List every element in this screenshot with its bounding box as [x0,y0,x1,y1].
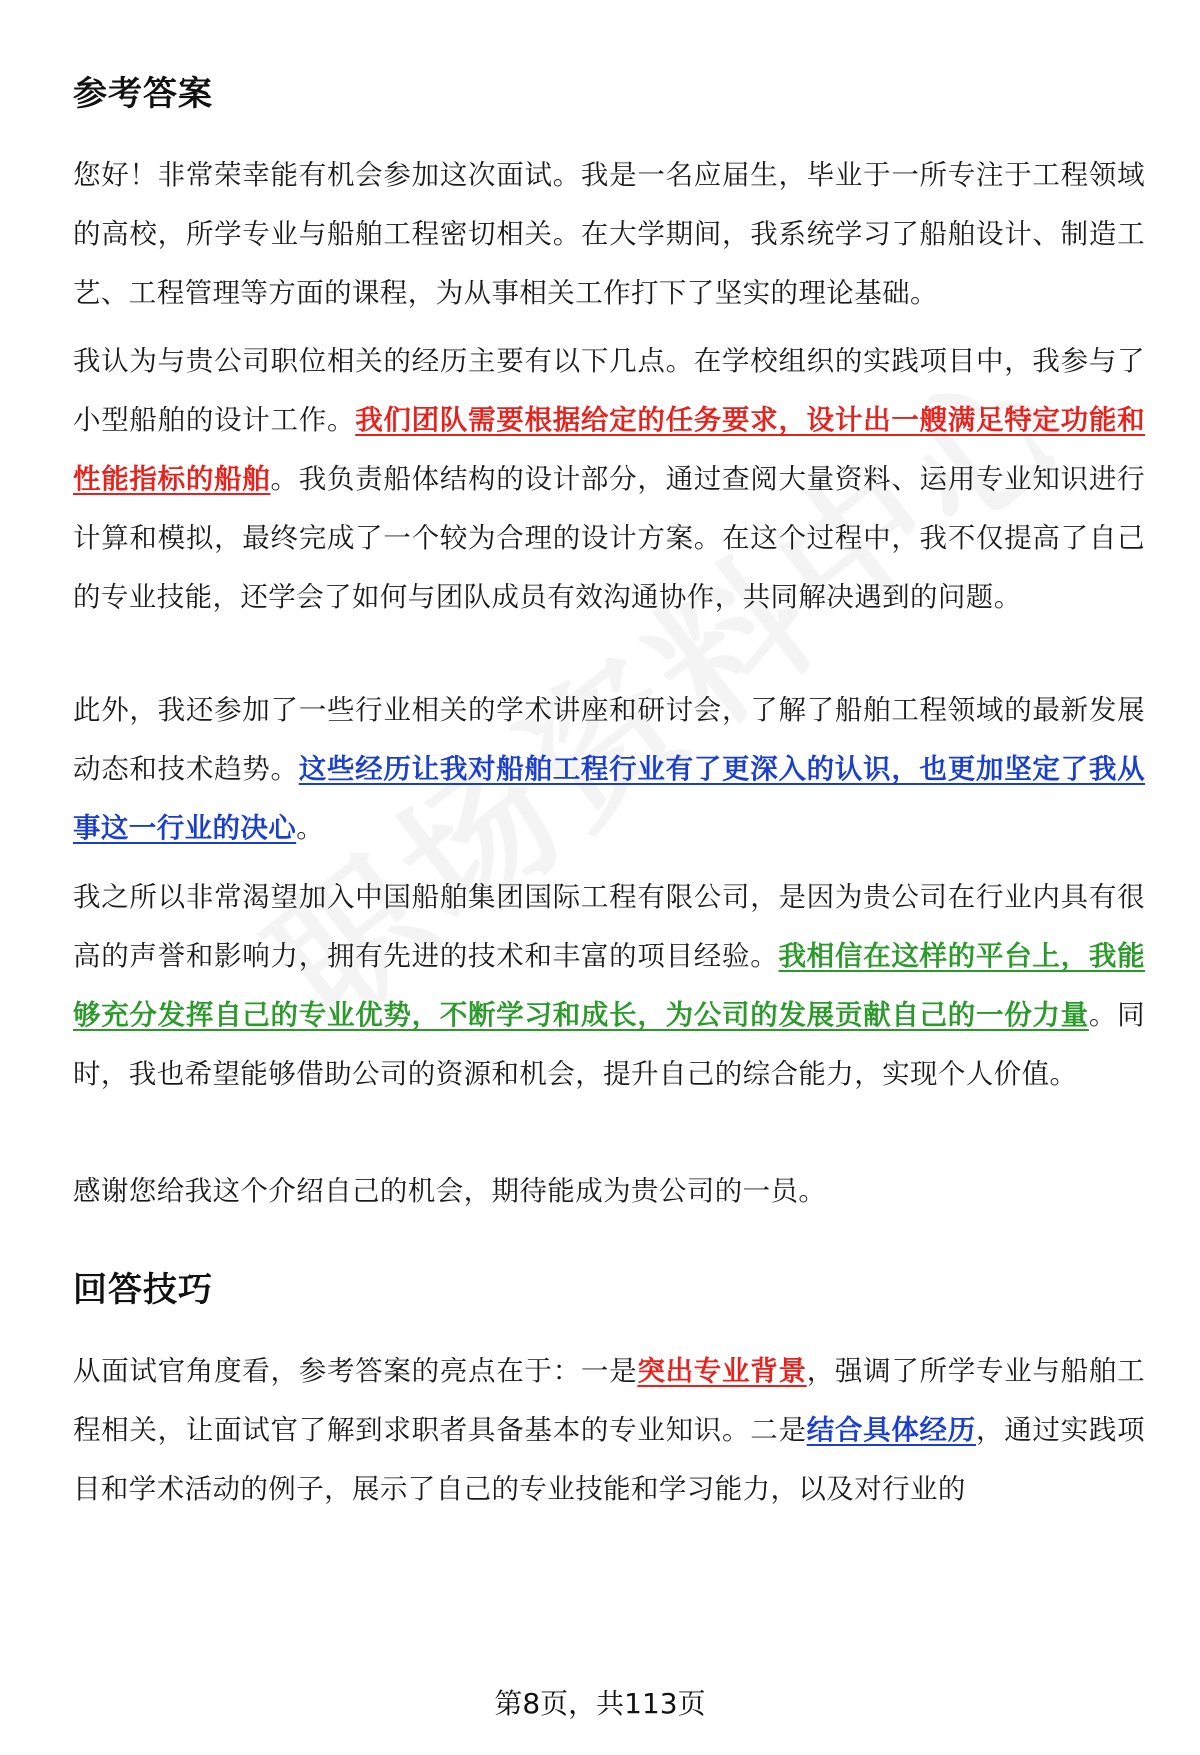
paragraph-motivation [73,868,1145,1104]
text: 。同时，我也希望能够借助公司的资源和机会，提升自己的综合能力，实现个人价值。 [73,999,1145,1090]
text: ，通过实践项目和学术活动的例子，展示了自己的专业技能和学习能力，以及对行业的 [73,1414,1145,1505]
text: 我之所以非常渴望加入中国船舶集团国际工程有限公司，是因为贵公司在行业内具有很高的声誉和影响力，拥有先进的技术和丰富的项目经验。 [73,881,1145,972]
text: 。 [296,812,325,844]
highlight-platform: 我相信在这样的平台上，我能够充分发挥自己的专业优势，不断学习和成长，为公司的发展贡献自己的一份力量 [73,940,1145,1031]
section-title-answer-tips: 回答技巧 [73,1270,213,1310]
highlight-determination: 这些经历让我对船舶工程行业有了更深入的认识，也更加坚定了我从事这一行业的决心 [73,753,1145,844]
text: 此外，我还参加了一些行业相关的学术讲座和研讨会，了解了船舶工程领域的最新发展动态和技术趋势。 [73,694,1145,785]
paragraph-lectures [73,681,1145,858]
paragraph-tips [73,1342,1145,1519]
highlight-team-task: 我们团队需要根据给定的任务要求，设计出一艘满足特定功能和性能指标的船舶 [73,404,1145,495]
text: 从面试官角度看，参考答案的亮点在于：一是 [73,1355,638,1387]
paragraph-experience [73,332,1145,627]
text: 我认为与贵公司职位相关的经历主要有以下几点。在学校组织的实践项目中，我参与了小型船舶的设计工作。 [73,345,1145,436]
text: 。我负责船体结构的设计部分，通过查阅大量资料、运用专业知识进行计算和模拟，最终完成了一个较为合理的设计方案。在这个过程中，我不仅提高了自己的专业技能，还学会了如何与团队成员有效沟通协作，共同解决遇到的问题。 [73,463,1145,613]
highlight-specific-experience: 结合具体经历 [806,1414,976,1446]
highlight-professional-background: 突出专业背景 [637,1355,807,1387]
section-title-reference-answer: 参考答案 [73,74,213,114]
paragraph-intro: 您好！非常荣幸能有机会参加这次面试。我是一名应届生，毕业于一所专注于工程领域的高校，所学专业与船舶工程密切相关。在大学期间，我系统学习了船舶设计、制造工艺、工程管理等方面的课程，为从事相关工作打下了坚实的理论基础。 [73,159,1145,309]
paragraph-thanks: 感谢您给我这个介绍自己的机会，期待能成为贵公司的一员。 [73,1175,827,1207]
page-number: 第8页，共113页 [494,1687,706,1720]
text: ，强调了所学专业与船舶工程相关，让面试官了解到求职者具备基本的专业知识。二是 [73,1355,1145,1446]
